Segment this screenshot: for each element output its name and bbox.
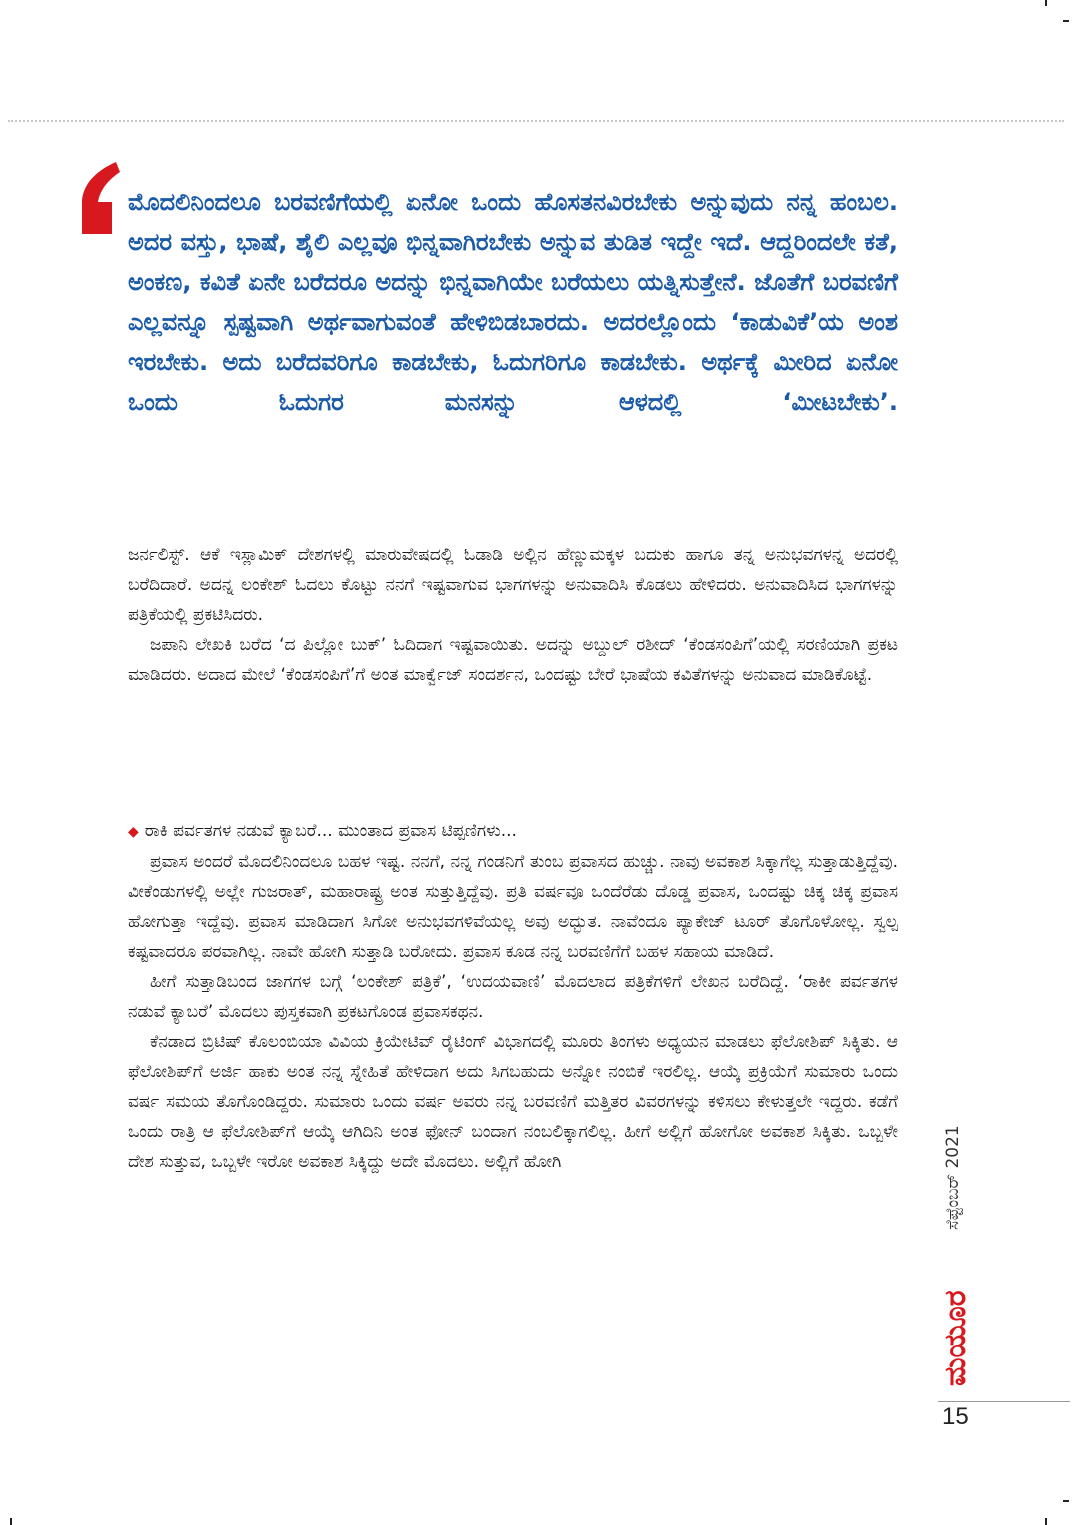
article-section-translations [128,540,898,690]
crop-mark-bottom-right [1063,1500,1069,1502]
subheading [128,816,898,847]
crop-mark-bottom [1045,1518,1047,1525]
paragraph: ಪ್ರವಾಸ ಅಂದರೆ ಮೊದಲಿನಿಂದಲೂ ಬಹಳ ಇಷ್ಟ. ನನಗೆ, ನನ್ನ ಗಂಡನಿಗೆ ತುಂಬ ಪ್ರವಾಸದ ಹುಚ್ಚು. ನಾವು ಅವಕಾಶ ಸಿಕ್ಕಾಗೆಲ್ಲ ಸುತ್ತಾಡುತ್ತಿದ್ದೆವು. ವೀಕೆಂಡುಗಳಲ್ಲಿ ಅಲ್ಲೇ ಗುಜರಾತ್, ಮಹಾರಾಷ್ಟ್ರ ಅಂತ ಸುತ್ತುತ್ತಿದ್ದೆವು. ಪ್ರತಿ ವರ್ಷವೂ ಒಂದೆರೆಡು ದೊಡ್ಡ ಪ್ರವಾಸ, ಒಂದಷ್ಟು ಚಿಕ್ಕ ಚಿಕ್ಕ ಪ್ರವಾಸ ಹೋಗುತ್ತಾ ಇದ್ದೆವು. ಪ್ರವಾಸ ಮಾಡಿದಾಗ ಸಿಗೋ ಅನುಭವಗಳಿವೆಯಲ್ಲ ಅವು ಅದ್ಭುತ. ನಾವೆಂದೂ ಪ್ಯಾಕೇಜ್ ಟೂರ್ ತೊಗೊಳೋಲ್ಲ. ಸ್ವಲ್ಪ ಕಷ್ಟವಾದರೂ ಪರವಾಗಿಲ್ಲ. ನಾವೇ ಹೋಗಿ ಸುತ್ತಾಡಿ ಬರೋದು. ಪ್ರವಾಸ ಕೂಡ ನನ್ನ ಬರವಣಿಗೆಗೆ ಬಹಳ ಸಹಾಯ ಮಾಡಿದೆ. [128,852,898,962]
header-dotted-rule [8,120,1064,122]
paragraph: ಕೆನಡಾದ ಬ್ರಿಟಿಷ್ ಕೊಲಂಬಿಯಾ ವಿವಿಯ ಕ್ರಿಯೇಟಿವ್ ರೈಟಿಂಗ್ ವಿಭಾಗದಲ್ಲಿ ಮೂರು ತಿಂಗಳು ಅಧ್ಯಯನ ಮಾಡಲು ಫೆಲೋಶಿಪ್ ಸಿಕ್ಕಿತು. ಆ ಫೆಲೋಶಿಪ್‌ಗೆ ಅರ್ಜಿ ಹಾಕು ಅಂತ ನನ್ನ ಸ್ನೇಹಿತೆ ಹೇಳಿದಾಗ ಅದು ಸಿಗಬಹುದು ಅನ್ನೋ ನಂಬಿಕೆ ಇರಲಿಲ್ಲ. ಆಯ್ಕೆ ಪ್ರಕ್ರಿಯೆಗೆ ಸುಮಾರು ಒಂದು ವರ್ಷ ಸಮಯ ತೊಗೊಂಡಿದ್ದರು. ಸುಮಾರು ಒಂದು ವರ್ಷ ಅವರು ನನ್ನ ಬರವಣಿಗೆ ಮತ್ತಿತರ ವಿವರಗಳನ್ನು ಕಳಿಸಲು ಕೇಳುತ್ತಲೇ ಇದ್ದರು. ಕಡೆಗೆ ಒಂದು ರಾತ್ರಿ ಆ ಫೆಲೋಶಿಪ್‌ಗೆ ಆಯ್ಕೆ ಆಗಿದಿನಿ ಅಂತ ಫೋನ್ ಬಂದಾಗ ನಂಬಲಿಕ್ಕಾಗಲಿಲ್ಲ. ಹೀಗೆ ಅಲ್ಲಿಗೆ ಹೋಗೋ ಅವಕಾಶ ಸಿಕ್ಕಿತು. ಒಬ್ಬಳೇ ದೇಶ ಸುತ್ತುವ, ಒಬ್ಬಳೇ ಇರೋ ಅವಕಾಶ ಸಿಕ್ಕಿದ್ದು ಅದೇ ಮೊದಲು. ಅಲ್ಲಿಗೆ ಹೋಗಿ [128,1032,898,1172]
paragraph: ಜಪಾನಿ ಲೇಖಕಿ ಬರೆದ ‘ದ ಪಿಲ್ಲೋ ಬುಕ್’ ಓದಿದಾಗ ಇಷ್ಟವಾಯಿತು. ಅದನ್ನು ಅಬ್ದುಲ್ ರಶೀದ್ ‘ಕೆಂಡಸಂಪಿಗೆ’ಯಲ್ಲಿ ಸರಣಿಯಾಗಿ ಪ್ರಕಟ ಮಾಡಿದರು. ಅದಾದ ಮೇಲೆ ‘ಕೆಂಡಸಂಪಿಗೆ’ಗೆ ಅಂತ ಮಾರ್ಕ್ವೆಜ್ ಸಂದರ್ಶನ, ಒಂದಷ್ಟು ಬೇರೆ ಭಾಷೆಯ ಕವಿತೆಗಳನ್ನು ಅನುವಾದ ಮಾಡಿಕೊಟ್ಟೆ. [128,635,898,685]
subheading-text: ರಾಕಿ ಪರ್ವತಗಳ ನಡುವೆ ಕ್ಯಾಬರೆ... ಮುಂತಾದ ಪ್ರವಾಸ ಟಿಪ್ಪಣಿಗಳು... [144,821,517,841]
bullet-diamond-icon: ◆ [128,824,139,840]
crop-mark-top [1045,0,1047,6]
paragraph: ಜರ್ನಲಿಸ್ಟ್. ಆಕೆ ಇಸ್ಲಾಮಿಕ್ ದೇಶಗಳಲ್ಲಿ ಮಾರುವೇಷದಲ್ಲಿ ಓಡಾಡಿ ಅಲ್ಲಿನ ಹೆಣ್ಣುಮಕ್ಕಳ ಬದುಕು ಹಾಗೂ ತನ್ನ ಅನುಭವಗಳನ್ನ ಅದರಲ್ಲಿ ಬರೆದಿದಾರೆ. ಅದನ್ನ ಲಂಕೇಶ್ ಓದಲು ಕೊಟ್ಟು ನನಗೆ ಇಷ್ಟವಾಗುವ ಭಾಗಗಳನ್ನು ಅನುವಾದಿಸಿ ಕೊಡಲು ಹೇಳಿದರು. ಅನುವಾದಿಸಿದ ಭಾಗಗಳನ್ನು ಪತ್ರಿಕೆಯಲ್ಲಿ ಪ್ರಕಟಿಸಿದರು. [128,545,898,625]
quote-mark-icon [76,160,120,238]
paragraph: ಹೀಗೆ ಸುತ್ತಾಡಿಬಂದ ಜಾಗಗಳ ಬಗ್ಗೆ ‘ಲಂಕೇಶ್ ಪತ್ರಿಕೆ’, ‘ಉದಯವಾಣಿ’ ಮೊದಲಾದ ಪತ್ರಿಕೆಗಳಿಗೆ ಲೇಖನ ಬರೆದಿದ್ದೆ. ‘ರಾಕೀ ಪರ್ವತಗಳ ನಡುವೆ ಕ್ಯಾಬರೆ’ ಮೊದಲು ಪುಸ್ತಕವಾಗಿ ಪ್ರಕಟಗೊಂಡ ಪ್ರವಾಸಕಥನ. [128,972,898,1022]
side-masthead [938,1060,974,1390]
issue-date: ಸೆಪ್ಟೆಂಬರ್ 2021 [943,1125,963,1230]
pull-quote: ಮೊದಲಿನಿಂದಲೂ ಬರವಣಿಗೆಯಲ್ಲಿ ಏನೋ ಒಂದು ಹೊಸತನವಿರಬೇಕು ಅನ್ನುವುದು ನನ್ನ ಹಂಬಲ. ಅದರ ವಸ್ತು, ಭಾಷೆ, ಶೈಲಿ ಎಲ್ಲವೂ ಭಿನ್ನವಾಗಿರಬೇಕು ಅನ್ನುವ ತುಡಿತ ಇದ್ದೇ ಇದೆ. ಆದ್ದರಿಂದಲೇ ಕತೆ, ಅಂಕಣ, ಕವಿತೆ ಏನೇ ಬರೆದರೂ ಅದನ್ನು ಭಿನ್ನವಾಗಿಯೇ ಬರೆಯಲು ಯತ್ನಿಸುತ್ತೇನೆ. ಜೊತೆಗೆ ಬರವಣಿಗೆ ಎಲ್ಲವನ್ನೂ ಸ್ಪಷ್ಟವಾಗಿ ಅರ್ಥವಾಗುವಂತೆ ಹೇಳಿಬಿಡಬಾರದು. ಅದರಲ್ಲೊಂದು ‘ಕಾಡುವಿಕೆ’ಯ ಅಂಶ ಇರಬೇಕು. ಅದು ಬರೆದವರಿಗೂ ಕಾಡಬೇಕು, ಓದುಗರಿಗೂ ಕಾಡಬೇಕು. ಅರ್ಥಕ್ಕೆ ಮೀರಿದ ಏನೋ ಒಂದು ಓದುಗರ ಮನಸನ್ನು ಆಳದಲ್ಲಿ ‘ಮೀಟಬೇಕು’. [128,188,898,416]
page-number: 15 [942,1403,969,1430]
crop-mark-top-right [1063,20,1069,22]
folio-rule [938,1401,1070,1402]
article-section-travel [128,816,898,1177]
crop-mark-bottom-left [10,1518,12,1525]
magazine-logo: ಮಯೂರ [938,1290,973,1386]
